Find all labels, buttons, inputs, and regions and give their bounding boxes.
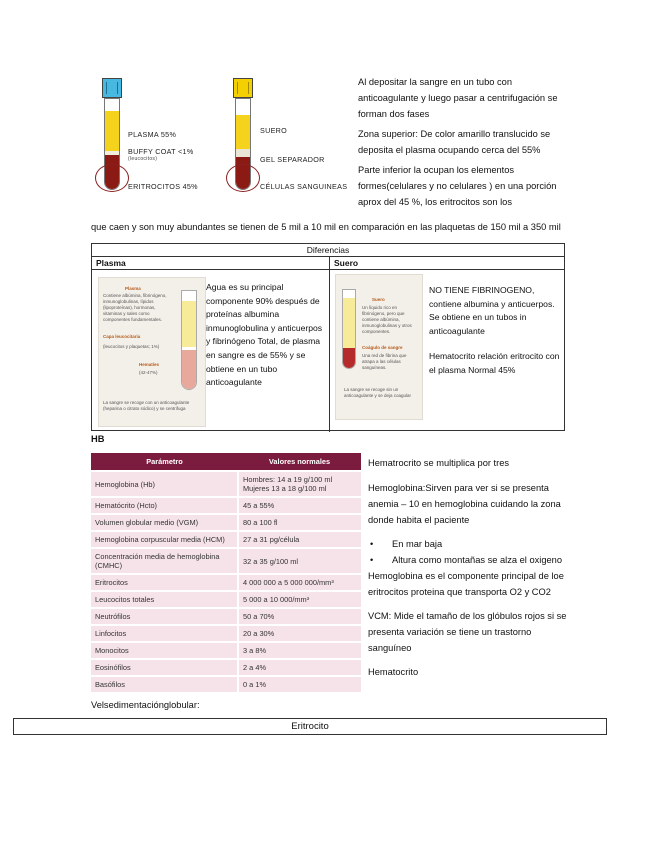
note-hematocrito: Hematrocrito se multiplica por tres xyxy=(368,458,510,468)
plasma-img-heading: Plasma xyxy=(125,286,141,291)
param-value-cell: 32 a 35 g/100 ml xyxy=(238,548,361,574)
param-value-cell: 45 a 55% xyxy=(238,497,361,514)
intro-p1: Al depositar la sangre en un tubo con anticoagulante y luego pasar a centrifugación se forman dos fases xyxy=(358,77,558,119)
buffy-img-heading: Capa leucocitaria xyxy=(103,334,141,339)
tube2-cap xyxy=(233,78,253,98)
suero-description xyxy=(429,284,561,378)
celulas-label: CÉLULAS SANGUINEAS xyxy=(260,182,348,191)
plasma-img-footer: La sangre se recoge con un anticoagulante (heparina o citrato sódico) y se centrifuga xyxy=(103,400,190,411)
intro-block xyxy=(358,74,568,210)
plasma-label: PLASMA 55% xyxy=(128,130,177,139)
param-header: Parámetro xyxy=(91,453,238,471)
eritrocito-title: Eritrocito xyxy=(291,721,329,732)
intro-p3: Parte inferior la ocupan los elementos formes(celulares y no celulares ) en una porción aprox del 45 %, los eritrocitos son los xyxy=(358,165,557,207)
param-name-cell: Hemoglobina corpuscular media (HCM) xyxy=(91,531,238,548)
param-value-cell: 5 000 a 10 000/mm³ xyxy=(238,591,361,608)
suero-text-2: Hematocrito relación eritrocito con el plasma Normal 45% xyxy=(429,351,560,375)
buffy-label: BUFFY COAT <1% (leucocitos) xyxy=(128,147,194,162)
param-value-cell: Hombres: 14 a 19 g/100 ml Mujeres 13 a 18 g/100 ml xyxy=(238,471,361,497)
parameters-table xyxy=(91,453,361,692)
table-row xyxy=(91,497,361,514)
eritrocitos-label: ERITROCITOS 45% xyxy=(128,182,198,191)
tube-figure xyxy=(92,76,354,194)
suero-img-footer: La sangre se recoge sin un anticoagulante y se deja coagular xyxy=(344,387,412,398)
suero-diagram xyxy=(335,274,423,420)
param-value-cell: 4 000 000 a 5 000 000/mm³ xyxy=(238,574,361,591)
table-row xyxy=(91,471,361,497)
table-row xyxy=(91,531,361,548)
param-name-cell: Hemoglobina (Hb) xyxy=(91,471,238,497)
note-hemoglobina: Hemoglobina:Sirven para ver si se presenta anemia – 10 en hemoglobina cuidando la zona donde habita el paciente xyxy=(368,483,561,525)
param-value-cell: 27 a 31 pg/célula xyxy=(238,531,361,548)
gel-label: GEL SEPARADOR xyxy=(260,155,325,164)
plasma-tube-icon xyxy=(181,290,197,390)
suero-label: SUERO xyxy=(260,126,288,135)
param-value-cell: 0 a 1% xyxy=(238,676,361,692)
eritrocito-box xyxy=(13,718,607,735)
param-name-cell: Volumen globular medio (VGM) xyxy=(91,514,238,531)
param-name-cell: Basófilos xyxy=(91,676,238,692)
bullet-altura: • Altura como montañas se alza el oxigeno xyxy=(368,552,568,568)
param-name-cell: Leucocitos totales xyxy=(91,591,238,608)
table-row xyxy=(91,608,361,625)
param-name-cell: Neutrófilos xyxy=(91,608,238,625)
note-vcm: VCM: Mide el tamaño de los glóbulos rojos si se presenta variación se tiene un trastorno sanguíneo xyxy=(368,611,567,653)
table-row xyxy=(91,676,361,692)
tube1-ring xyxy=(95,164,129,192)
hematies-img-text: (42-47%) xyxy=(139,370,158,375)
param-value-cell: 80 a 100 fl xyxy=(238,514,361,531)
param-name-cell: Concentración media de hemoglobina (CMHC) xyxy=(91,548,238,574)
plasma-description: Agua es su principal componente 90% después de proteínas albumina inmunoglobulina y anticuerpos y fibrinógeno Total, de plasma en sangre es de 55% y se obtiene en un tubo anticoagulante xyxy=(206,282,323,388)
right-notes xyxy=(368,455,568,684)
table-row xyxy=(91,514,361,531)
table-row xyxy=(91,548,361,574)
param-value-cell: 3 a 8% xyxy=(238,642,361,659)
plasma-col-header: Plasma xyxy=(92,257,329,270)
coagulo-img-heading: Coágulo de sangre xyxy=(362,345,403,350)
table-row xyxy=(91,574,361,591)
param-value-cell: 20 a 30% xyxy=(238,625,361,642)
param-name-cell: Eosinófilos xyxy=(91,659,238,676)
suero-img-heading: Suero xyxy=(372,297,385,302)
diferencias-title: Diferencias xyxy=(92,244,564,257)
plasma-img-text: Contiene albúmina, fibrinógeno, inmunoglobulinas, lípidos (lipoproteínas), hormonas, vitaminas y sales como componentes fundamentales. xyxy=(103,293,167,322)
suero-text-1: NO TIENE FIBRINOGENO, contiene albumina y anticuerpos. Se obtiene en un tubos in anticoagulante xyxy=(429,285,555,336)
table-row xyxy=(91,591,361,608)
vsg-label: Velsedimentaciónglobular: xyxy=(91,700,200,710)
intro-p2: Zona superior: De color amarillo translucido se deposita el plasma ocupando cerca del 55% xyxy=(358,129,551,155)
hb-label: HB xyxy=(91,434,105,444)
note-hemoglobina-componente: Hemoglobina es el componente principal de loe eritrocitos proteina que transporta O2 y CO2 xyxy=(368,571,564,597)
param-value-cell: 2 a 4% xyxy=(238,659,361,676)
note-hematocrito-2: Hematocrito xyxy=(368,667,419,677)
buffy-img-text: (leucocitos y plaquetas; 1%) xyxy=(103,344,160,349)
table-row xyxy=(91,642,361,659)
hematies-img-heading: Hematíes xyxy=(139,362,160,367)
coagulo-img-text: Una red de fibrina que atrapa a las células sanguíneas. xyxy=(362,353,407,370)
tube2-ring xyxy=(226,164,260,192)
suero-col-header: Suero xyxy=(330,257,565,270)
column-divider xyxy=(329,257,330,432)
tube1-cap xyxy=(102,78,122,98)
param-name-cell: Monocitos xyxy=(91,642,238,659)
diferencias-table xyxy=(91,243,565,431)
values-header: Valores normales xyxy=(238,453,361,471)
plasma-diagram xyxy=(98,277,206,427)
intro-p3-continuation: que caen y son muy abundantes se tienen de 5 mil a 10 mil en comparación en las plaquetas de 150 mil a 350 mil xyxy=(91,222,561,232)
param-value-cell: 50 a 70% xyxy=(238,608,361,625)
param-name-cell: Eritrocitos xyxy=(91,574,238,591)
table-row xyxy=(91,659,361,676)
bullet-mar: • En mar baja xyxy=(368,536,568,552)
param-name-cell: Hematócrito (Hcto) xyxy=(91,497,238,514)
param-name-cell: Linfocitos xyxy=(91,625,238,642)
suero-tube-icon xyxy=(342,289,356,369)
suero-img-text: Un líquido rico en fibrinógeno, pero que contiene albúmina, inmunoglobulinas y otros componentes. xyxy=(362,305,412,334)
table-row xyxy=(91,625,361,642)
